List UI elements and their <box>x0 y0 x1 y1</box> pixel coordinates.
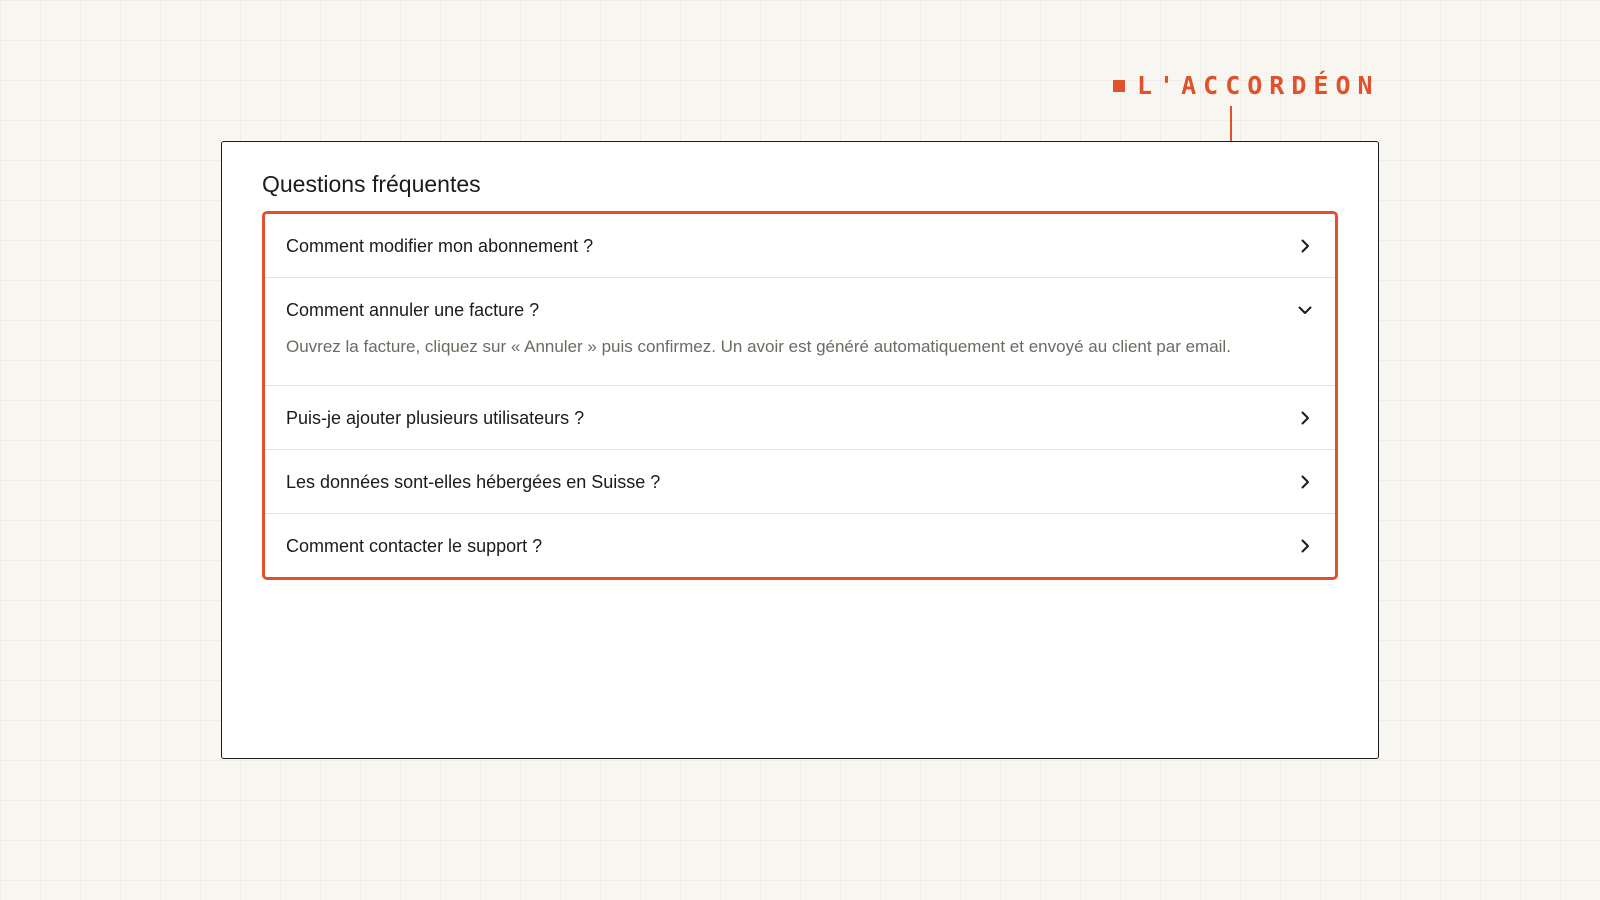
faq-accordion <box>262 211 1338 580</box>
chevron-right-icon <box>1296 237 1314 255</box>
accordion-question: Comment modifier mon abonnement ? <box>286 235 594 256</box>
chevron-down-icon <box>1296 301 1314 319</box>
accordion-header-annuler-facture[interactable] <box>265 278 1335 341</box>
annotation-marker <box>1113 80 1125 92</box>
chevron-right-icon <box>1296 409 1314 427</box>
accordion-answer: Ouvrez la facture, cliquez sur « Annuler » puis confirmez. Un avoir est généré automatiquement et envoyé au client par email. <box>286 337 1231 356</box>
accordion-question: Comment annuler une facture ? <box>286 299 540 320</box>
annotation-leader-line <box>1230 106 1232 141</box>
accordion-item <box>265 449 1335 513</box>
accordion-header-plusieurs-utilisateurs[interactable] <box>265 386 1335 449</box>
accordion-item <box>265 277 1335 385</box>
accordion-question: Les données sont-elles hébergées en Suisse ? <box>286 471 661 492</box>
accordion-header-donnees-suisse[interactable] <box>265 450 1335 513</box>
chevron-right-icon <box>1296 537 1314 555</box>
accordion-item <box>265 385 1335 449</box>
annotation-text: L'ACCORDÉON <box>1137 71 1380 100</box>
accordion-question: Comment contacter le support ? <box>286 535 543 556</box>
accordion-header-modifier-abonnement[interactable] <box>265 214 1335 277</box>
accordion-question: Puis-je ajouter plusieurs utilisateurs ? <box>286 407 585 428</box>
panel-title: Questions fréquentes <box>262 171 481 197</box>
annotation-label <box>1113 68 1380 104</box>
accordion-header-contacter-support[interactable] <box>265 514 1335 577</box>
accordion-item <box>265 513 1335 577</box>
accordion-item <box>265 214 1335 277</box>
faq-panel <box>221 141 1379 759</box>
chevron-right-icon <box>1296 473 1314 491</box>
